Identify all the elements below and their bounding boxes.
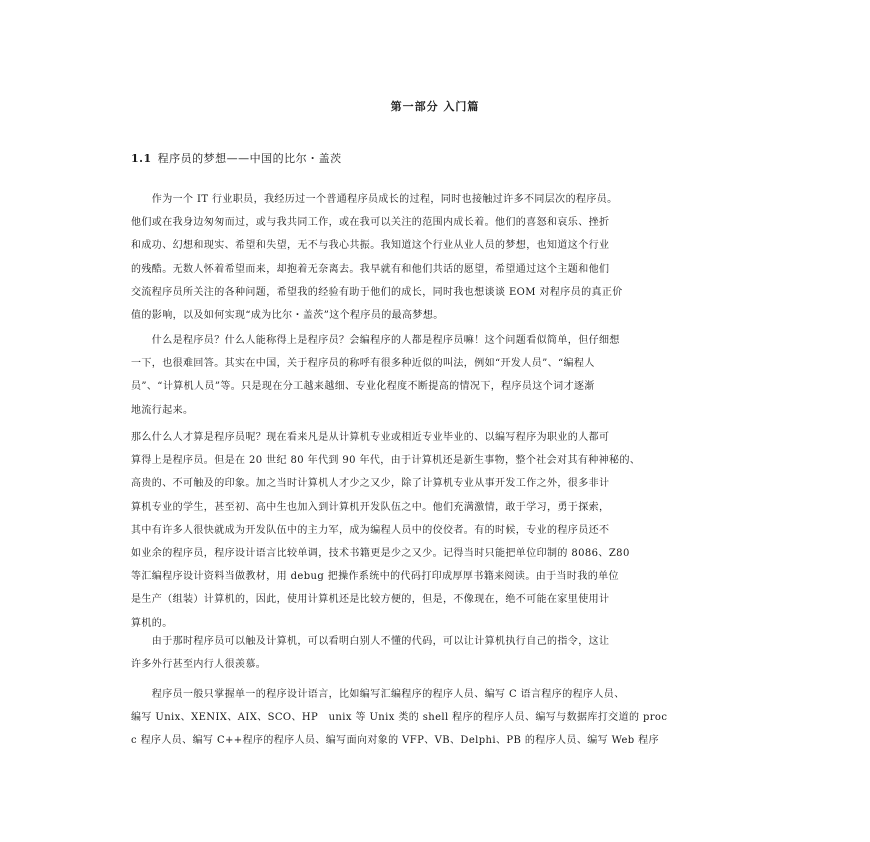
- text-line: 高贵的、不可触及的印象。加之当时计算机人才少之又少，除了计算机专业从事开发工作之外，很多非计: [131, 478, 610, 490]
- text-line: 他们或在我身边匆匆而过，或与我共同工作，或在我可以关注的范围内成长着。他们的喜怒和哀乐、挫折: [131, 217, 610, 229]
- text-line: 是生产（组装）计算机的，因此，使用计算机还是比较方便的，但是，不像现在，绝不可能在家里使用计: [131, 594, 610, 606]
- text-line: 由于那时程序员可以触及计算机，可以看明白别人不懂的代码，可以让计算机执行自己的指令，这让: [131, 636, 610, 647]
- text-line: 等汇编程序设计资料当做教材，用 debug 把操作系统中的代码打印成厚厚书籍来阅读。由于当时我的单位: [131, 571, 619, 583]
- paragraph: [131, 329, 741, 422]
- text-line: c 程序人员、编写 C++程序的程序人员、编写面向对象的 VFP、VB、Delphi、PB 的程序人员、编写 Web 程序: [131, 735, 659, 747]
- text-line: 算机的。: [131, 617, 173, 629]
- section-number: 1.1: [131, 152, 152, 165]
- text-line: 如业余的程序员，程序设计语言比较单调，技术书籍更是少之又少。记得当时只能把单位印制的 8086、Z80: [131, 548, 630, 560]
- text-line: 员”、“计算机人员”等。只是现在分工越来越细、专业化程度不断提高的情况下，程序员这个词才逐渐: [131, 381, 595, 393]
- section-title: 程序员的梦想——中国的比尔・盖茨: [157, 152, 342, 165]
- text-line: 算机专业的学生，甚至初、高中生也加入到计算机开发队伍之中。他们充满激情，敢于学习，勇于探索，: [131, 501, 610, 513]
- text-line: 一下，也很难回答。其实在中国，关于程序员的称呼有很多种近似的叫法，例如“开发人员”、“编程人: [131, 358, 595, 370]
- text-line: 其中有许多人很快就成为开发队伍中的主力军，成为编程人员中的佼佼者。有的时候，专业的程序员还不: [131, 524, 610, 536]
- section-heading: [131, 150, 342, 166]
- text-line: 程序员一般只掌握单一的程序设计语言，比如编写汇编程序的程序人员、编写 C 语言程序的程序人员、: [131, 689, 625, 700]
- text-line: 交流程序员所关注的各种问题，希望我的经验有助于他们的成长，同时我也想谈谈 EOM 对程序员的真正价: [131, 286, 623, 298]
- text-line: 许多外行甚至内行人很羡慕。: [131, 659, 267, 671]
- text-line: 和成功、幻想和现实、希望和失望，无不与我心共振。我知道这个行业从业人员的梦想，也知道这个行业: [131, 240, 610, 252]
- text-line: 地流行起来。: [131, 404, 194, 416]
- text-line: 什么是程序员？什么人能称得上是程序员？会编程序的人都是程序员嘛！这个问题看似简单，但仔细想: [131, 335, 620, 346]
- text-line: 的残酷。无数人怀着希望而来，却抱着无奈离去。我早就有和他们共话的愿望，希望通过这个主题和他们: [131, 263, 610, 275]
- text-line: 那么什么人才算是程序员呢？现在看来凡是从计算机专业或相近专业毕业的、以编写程序为职业的人都可: [131, 432, 610, 443]
- paragraph: [131, 188, 741, 327]
- part-title: 第一部分 入门篇: [390, 100, 480, 113]
- paragraph: [131, 683, 741, 753]
- text-line: 编写 Unix、XENIX、AIX、SCO、HP unix 等 Unix 类的 shell 程序的程序人员、编写与数据库打交道的 proc: [131, 712, 668, 724]
- text-line: 作为一个 IT 行业职员，我经历过一个普通程序员成长的过程，同时也接触过许多不同层次的程序员。: [131, 194, 618, 205]
- text-line: 值的影响，以及如何实现“成为比尔・盖茨”这个程序员的最高梦想。: [131, 310, 444, 322]
- paragraph: [131, 426, 741, 635]
- text-line: 算得上是程序员。但是在 20 世纪 80 年代到 90 年代，由于计算机还是新生事物，整个社会对其有种神秘的、: [131, 455, 641, 467]
- paragraph: [131, 630, 741, 676]
